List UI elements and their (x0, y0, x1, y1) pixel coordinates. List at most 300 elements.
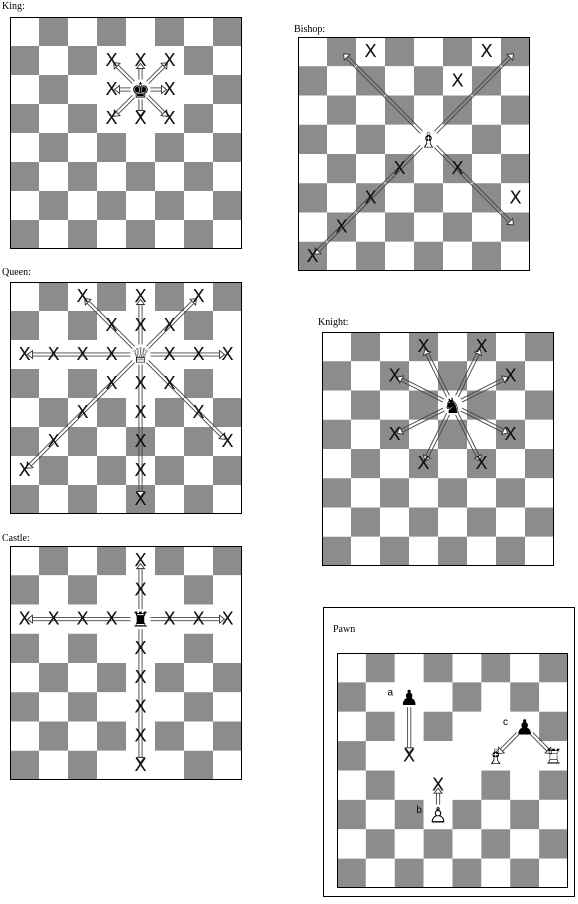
board-square (472, 154, 501, 183)
board-square (39, 485, 68, 514)
board-square (97, 133, 126, 162)
board-square (155, 17, 184, 46)
board-square (155, 133, 184, 162)
cross-mark: X (47, 431, 60, 452)
cross-mark: X (134, 286, 147, 307)
board-square (126, 191, 155, 220)
board-square (414, 154, 443, 183)
board-square (453, 800, 482, 829)
board-square (155, 282, 184, 311)
cross-mark: X (504, 365, 517, 387)
board-square (496, 478, 525, 507)
board-square (10, 133, 39, 162)
board-square (184, 663, 213, 692)
board-square (213, 546, 242, 575)
board-square (68, 722, 97, 751)
board-square (213, 17, 242, 46)
board-square (298, 183, 327, 212)
board-square (380, 508, 409, 537)
board-square (39, 751, 68, 780)
board-square (438, 449, 467, 478)
board-square (438, 537, 467, 566)
board-square (184, 17, 213, 46)
board-square (453, 682, 482, 711)
board-square (298, 213, 327, 242)
board-square (184, 191, 213, 220)
king-icon: ♚ (131, 78, 150, 103)
board-square (501, 125, 530, 154)
board-square (337, 712, 366, 741)
board-square (453, 829, 482, 858)
board-square (155, 191, 184, 220)
board-square (414, 183, 443, 212)
board-square (481, 800, 510, 829)
board-square (395, 712, 424, 741)
cross-mark: X (105, 108, 118, 129)
board-square (510, 859, 539, 888)
board-square (337, 829, 366, 858)
board-square (184, 751, 213, 780)
board-square (453, 859, 482, 888)
board-square (213, 663, 242, 692)
board-square (385, 242, 414, 271)
cross-mark: X (76, 608, 89, 630)
board-square (155, 722, 184, 751)
cross-mark: X (76, 344, 89, 365)
board-square (155, 634, 184, 663)
board-square (126, 17, 155, 46)
board-square (424, 859, 453, 888)
board-square (10, 191, 39, 220)
cross-mark: X (364, 41, 377, 63)
board-square (351, 449, 380, 478)
board-square (438, 332, 467, 361)
board-square (184, 456, 213, 485)
white-rook-icon: ♖ (544, 744, 563, 769)
board-square (380, 537, 409, 566)
board-square (184, 546, 213, 575)
board-square (97, 456, 126, 485)
board-square (39, 46, 68, 75)
board-square (39, 398, 68, 427)
board-square (184, 46, 213, 75)
board-square (184, 75, 213, 104)
cross-mark: X (76, 402, 89, 423)
board-square (97, 634, 126, 663)
board-square (68, 546, 97, 575)
board-square (380, 391, 409, 420)
move-label-c: c (503, 716, 509, 728)
board-square (525, 478, 554, 507)
king-label: King: (2, 1, 25, 12)
board-square (424, 829, 453, 858)
move-label-a: a (387, 687, 394, 699)
board-square (213, 634, 242, 663)
cross-mark: X (134, 431, 147, 452)
board-square (155, 220, 184, 249)
castle-label: Castle: (2, 533, 30, 544)
board-square (409, 537, 438, 566)
board-square (39, 369, 68, 398)
cross-mark: X (76, 286, 89, 307)
cross-mark: X (364, 187, 377, 209)
board-square (351, 537, 380, 566)
board-square (414, 242, 443, 271)
board-square (510, 682, 539, 711)
board-square (525, 361, 554, 390)
board-square (97, 692, 126, 721)
board-square (184, 634, 213, 663)
board-square (501, 66, 530, 95)
board-square (414, 96, 443, 125)
board-square (39, 692, 68, 721)
board-square (438, 508, 467, 537)
cross-mark: X (417, 336, 430, 358)
board-square (472, 242, 501, 271)
cross-mark: X (480, 41, 493, 63)
board-square (366, 771, 395, 800)
board-square (472, 213, 501, 242)
board-square (525, 508, 554, 537)
board-square (213, 311, 242, 340)
board-square (385, 66, 414, 95)
board-square (409, 508, 438, 537)
board-square (481, 771, 510, 800)
board-square (337, 653, 366, 682)
cross-mark: X (134, 579, 147, 601)
cross-mark: X (134, 373, 147, 394)
board-square (213, 162, 242, 191)
board-square (481, 859, 510, 888)
board-square (481, 682, 510, 711)
board-square (68, 162, 97, 191)
board-square (10, 663, 39, 692)
board-square (385, 37, 414, 66)
move-label-b: b (416, 805, 422, 817)
board-square (414, 66, 443, 95)
board-square (213, 191, 242, 220)
board-square (467, 361, 496, 390)
board-square (501, 154, 530, 183)
cross-mark: X (192, 608, 205, 630)
cross-mark: X (509, 187, 522, 209)
board-square (414, 37, 443, 66)
board-square (184, 485, 213, 514)
board-square (213, 220, 242, 249)
cross-mark: X (47, 608, 60, 630)
board-square (525, 420, 554, 449)
board-square (68, 692, 97, 721)
king-move-board (10, 17, 242, 249)
cross-mark: X (134, 489, 147, 510)
cross-mark: X (192, 344, 205, 365)
black-pawn-a-icon: ♟ (399, 686, 419, 711)
board-square (496, 508, 525, 537)
board-square (467, 537, 496, 566)
cross-mark: X (388, 365, 401, 387)
board-square (424, 653, 453, 682)
bishop-icon: ♗ (419, 128, 438, 153)
board-square (351, 391, 380, 420)
board-square (385, 96, 414, 125)
bishop-move-board (298, 37, 530, 271)
cross-mark: X (335, 216, 348, 238)
board-square (443, 213, 472, 242)
board-square (10, 575, 39, 604)
board-square (322, 332, 351, 361)
board-square (453, 712, 482, 741)
board-square (97, 398, 126, 427)
board-square (97, 663, 126, 692)
board-square (97, 220, 126, 249)
board-square (539, 682, 568, 711)
knight-move-board (322, 332, 554, 566)
board-square (438, 420, 467, 449)
board-square (351, 361, 380, 390)
board-square (351, 478, 380, 507)
board-square (68, 369, 97, 398)
board-square (213, 75, 242, 104)
board-square (39, 17, 68, 46)
board-square (510, 800, 539, 829)
board-square (539, 829, 568, 858)
board-square (409, 391, 438, 420)
board-square (351, 332, 380, 361)
board-square (395, 771, 424, 800)
board-square (68, 46, 97, 75)
board-square (322, 391, 351, 420)
board-square (97, 17, 126, 46)
board-square (155, 692, 184, 721)
cross-mark: X (105, 79, 118, 100)
cross-mark: X (475, 453, 488, 475)
board-square (213, 398, 242, 427)
board-square (472, 66, 501, 95)
board-square (184, 692, 213, 721)
board-square (327, 125, 356, 154)
board-square (213, 456, 242, 485)
board-square (213, 282, 242, 311)
board-square (10, 485, 39, 514)
board-square (68, 634, 97, 663)
knight-icon: ♞ (443, 394, 462, 419)
board-square (322, 478, 351, 507)
knight-label: Knight: (318, 317, 349, 328)
white-pawn-b-icon: ♙ (428, 803, 448, 828)
board-square (467, 420, 496, 449)
board-square (510, 771, 539, 800)
board-square (496, 332, 525, 361)
cross-mark: X (134, 637, 147, 659)
board-square (322, 508, 351, 537)
board-square (184, 162, 213, 191)
board-square (39, 546, 68, 575)
bishop-label: Bishop: (294, 24, 326, 35)
board-square (213, 485, 242, 514)
board-square (68, 427, 97, 456)
cross-mark: X (417, 453, 430, 475)
cross-mark: X (504, 423, 517, 445)
board-square (327, 183, 356, 212)
board-square (501, 242, 530, 271)
board-square (409, 420, 438, 449)
cross-mark: X (134, 50, 147, 71)
board-square (10, 692, 39, 721)
board-square (385, 213, 414, 242)
board-square (10, 751, 39, 780)
board-square (467, 391, 496, 420)
board-square (327, 154, 356, 183)
board-square (380, 478, 409, 507)
board-square (438, 361, 467, 390)
cross-mark: X (221, 431, 234, 452)
board-square (97, 722, 126, 751)
board-square (213, 369, 242, 398)
board-square (184, 220, 213, 249)
cross-mark: X (388, 423, 401, 445)
board-square (510, 829, 539, 858)
pawn-label: Pawn (333, 624, 356, 635)
board-square (39, 282, 68, 311)
cross-mark: X (306, 245, 319, 267)
board-square (385, 125, 414, 154)
cross-mark: X (47, 344, 60, 365)
board-square (443, 96, 472, 125)
board-square (184, 133, 213, 162)
board-square (539, 712, 568, 741)
board-square (298, 66, 327, 95)
board-square (184, 104, 213, 133)
board-square (337, 682, 366, 711)
board-square (298, 37, 327, 66)
cross-mark: X (192, 286, 205, 307)
board-square (155, 546, 184, 575)
board-square (472, 183, 501, 212)
board-square (97, 191, 126, 220)
board-square (68, 75, 97, 104)
cross-mark: X (431, 774, 445, 796)
board-square (184, 311, 213, 340)
board-square (356, 242, 385, 271)
board-square (327, 37, 356, 66)
board-square (39, 311, 68, 340)
cross-mark: X (163, 79, 176, 100)
board-square (155, 575, 184, 604)
board-square (155, 398, 184, 427)
board-square (68, 220, 97, 249)
board-square (10, 427, 39, 456)
cross-mark: X (105, 50, 118, 71)
board-square (327, 96, 356, 125)
board-square (68, 311, 97, 340)
cross-mark: X (451, 70, 464, 92)
board-square (510, 653, 539, 682)
board-square (366, 859, 395, 888)
board-square (337, 741, 366, 770)
cross-mark: X (163, 315, 176, 336)
board-square (213, 104, 242, 133)
board-square (126, 133, 155, 162)
cross-mark: X (403, 745, 416, 767)
board-square (525, 391, 554, 420)
board-square (414, 213, 443, 242)
board-square (539, 653, 568, 682)
castle-move-board (10, 546, 242, 780)
board-square (155, 485, 184, 514)
board-square (68, 191, 97, 220)
board-square (539, 771, 568, 800)
board-square (10, 546, 39, 575)
board-square (10, 46, 39, 75)
board-square (68, 485, 97, 514)
board-square (356, 66, 385, 95)
board-square (501, 37, 530, 66)
board-square (356, 154, 385, 183)
board-square (453, 653, 482, 682)
board-square (481, 829, 510, 858)
board-square (298, 96, 327, 125)
board-square (97, 427, 126, 456)
board-square (68, 17, 97, 46)
board-square (424, 712, 453, 741)
white-bishop-icon: ♗ (486, 744, 506, 769)
board-square (472, 96, 501, 125)
board-square (472, 125, 501, 154)
board-square (68, 133, 97, 162)
cross-mark: X (105, 315, 118, 336)
board-square (97, 162, 126, 191)
cross-mark: X (475, 336, 488, 358)
board-square (539, 800, 568, 829)
board-square (409, 361, 438, 390)
board-square (337, 771, 366, 800)
board-square (155, 162, 184, 191)
board-square (39, 722, 68, 751)
board-square (10, 162, 39, 191)
board-square (184, 722, 213, 751)
board-square (467, 508, 496, 537)
board-square (184, 575, 213, 604)
board-square (322, 449, 351, 478)
board-square (68, 575, 97, 604)
board-square (356, 96, 385, 125)
cross-mark: X (105, 608, 118, 630)
queen-label: Queen: (2, 267, 31, 278)
cross-mark: X (134, 550, 147, 572)
cross-mark: X (18, 608, 31, 630)
board-square (97, 485, 126, 514)
cross-mark: X (134, 402, 147, 423)
board-square (10, 311, 39, 340)
board-square (68, 663, 97, 692)
board-square (395, 859, 424, 888)
board-square (438, 478, 467, 507)
board-square (453, 771, 482, 800)
board-square (298, 125, 327, 154)
cross-mark: X (134, 754, 147, 776)
cross-mark: X (134, 108, 147, 129)
board-square (525, 332, 554, 361)
board-square (97, 546, 126, 575)
board-square (184, 427, 213, 456)
cross-mark: X (163, 608, 176, 630)
board-square (327, 242, 356, 271)
cross-mark: X (221, 608, 234, 630)
pawn-move-board (337, 653, 568, 888)
board-square (385, 183, 414, 212)
board-square (481, 653, 510, 682)
board-square (395, 829, 424, 858)
